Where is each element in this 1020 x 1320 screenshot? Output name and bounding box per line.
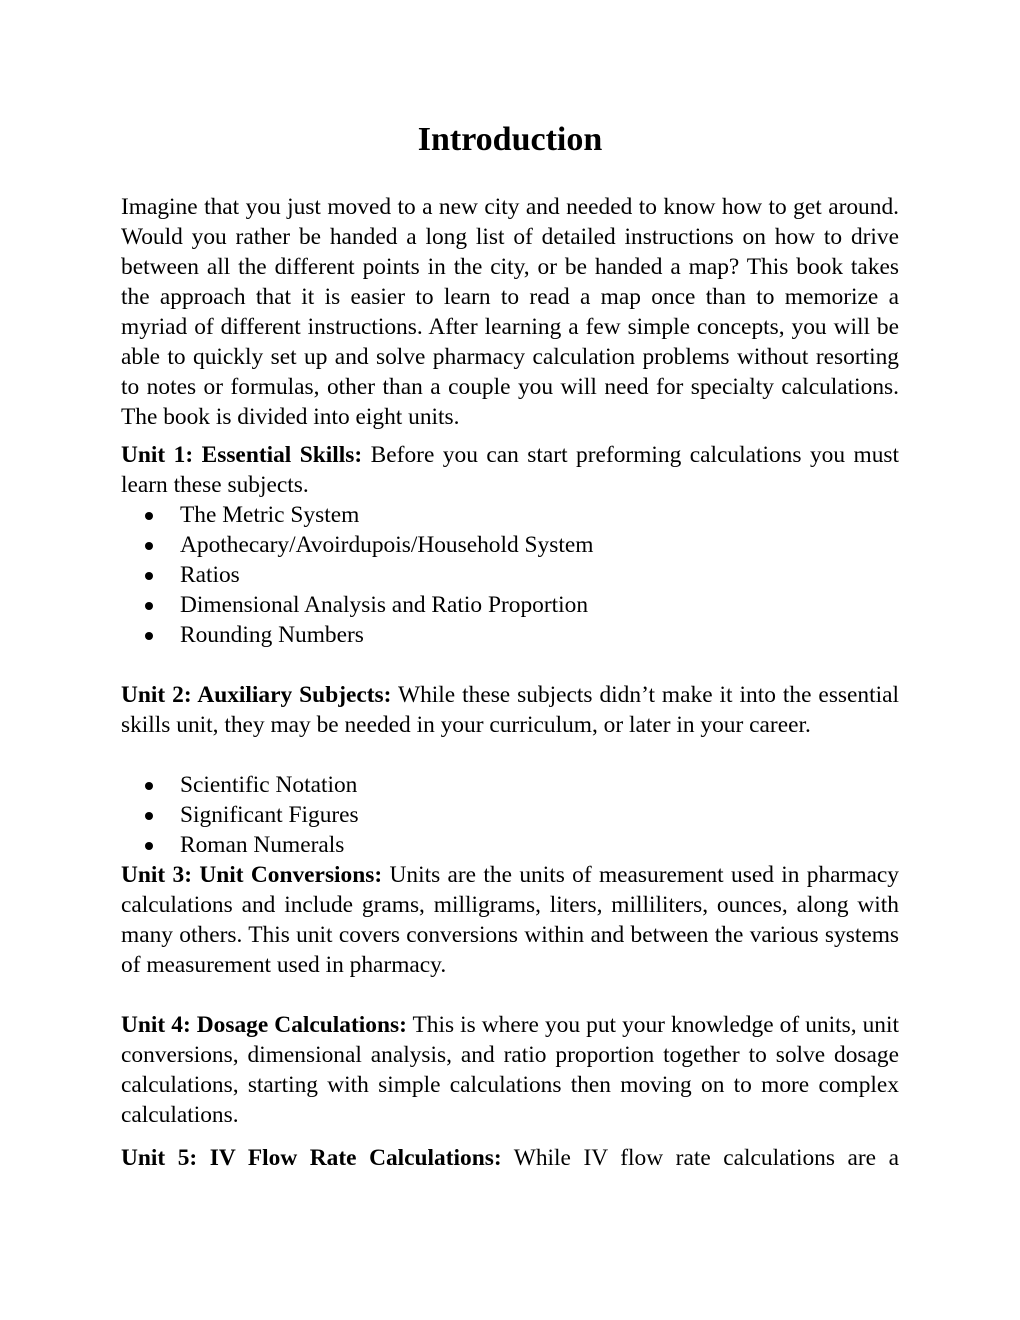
intro-paragraph: Imagine that you just moved to a new city and needed to know how to get around. Would you rather be handed a long list of detailed instructions on how to drive between all the different points in the city, or be handed a map? This book takes the approach that it is easier to learn to read a map once than to memorize a myriad of different instructions. After learning a few simple concepts, you will be able to quickly set up and solve pharmacy calculation problems without resorting to notes or formulas, other than a couple you will need for specialty calculations. The book is divided into eight units. [121, 194, 899, 430]
list-item: Significant Figures [121, 800, 899, 830]
bullet-icon [145, 812, 153, 820]
bullet-icon [145, 512, 153, 520]
page-title: Introduction [417, 121, 603, 158]
unit-2-heading: Unit 2: Auxiliary Subjects: [121, 682, 392, 708]
unit-3-text: Units are the units of measurement used in pharmacy calculations and include grams, milligrams, liters, milliliters, ounces, along with many others. This unit covers conversions within and between the various systems of measurement used in pharmacy. [121, 862, 899, 978]
unit-5-text: While IV flow rate calculations are a [501, 1145, 899, 1171]
unit-2-list [121, 770, 899, 860]
list-item: Dimensional Analysis and Ratio Proportion [121, 590, 899, 620]
list-item: Rounding Numbers [121, 620, 899, 650]
unit-1-heading: Unit 1: Essential Skills: [121, 442, 363, 468]
bullet-icon [145, 542, 153, 550]
list-item: Roman Numerals [121, 830, 899, 860]
unit-3-heading: Unit 3: Unit Conversions: [121, 862, 383, 888]
unit-3-paragraph [121, 860, 899, 980]
unit-4-paragraph [121, 1010, 899, 1130]
unit-1-list [121, 500, 899, 650]
unit-1-text: Before you can start preforming calculations you must learn these subjects. [121, 442, 899, 498]
unit-4-text: This is where you put your knowledge of units, unit conversions, dimensional analysis, and ratio proportion together to solve dosage calculations, starting with simple calculations then moving on to more complex calculations. [121, 1012, 899, 1128]
list-item: The Metric System [121, 500, 899, 530]
unit-2-paragraph [121, 680, 899, 740]
bullet-icon [145, 632, 153, 640]
bullet-icon [145, 782, 153, 790]
bullet-icon [145, 602, 153, 610]
list-item: Ratios [121, 560, 899, 590]
unit-2-text: While these subjects didn’t make it into the essential skills unit, they may be needed in your curriculum, or later in your career. [121, 682, 899, 738]
unit-4-heading: Unit 4: Dosage Calculations: [121, 1012, 407, 1038]
unit-5-paragraph [121, 1143, 899, 1173]
bullet-icon [145, 572, 153, 580]
list-item: Apothecary/Avoirdupois/Household System [121, 530, 899, 560]
list-item: Scientific Notation [121, 770, 899, 800]
unit-1-paragraph [121, 440, 899, 500]
bullet-icon [145, 842, 153, 850]
unit-5-heading: Unit 5: IV Flow Rate Calculations: [121, 1145, 502, 1171]
